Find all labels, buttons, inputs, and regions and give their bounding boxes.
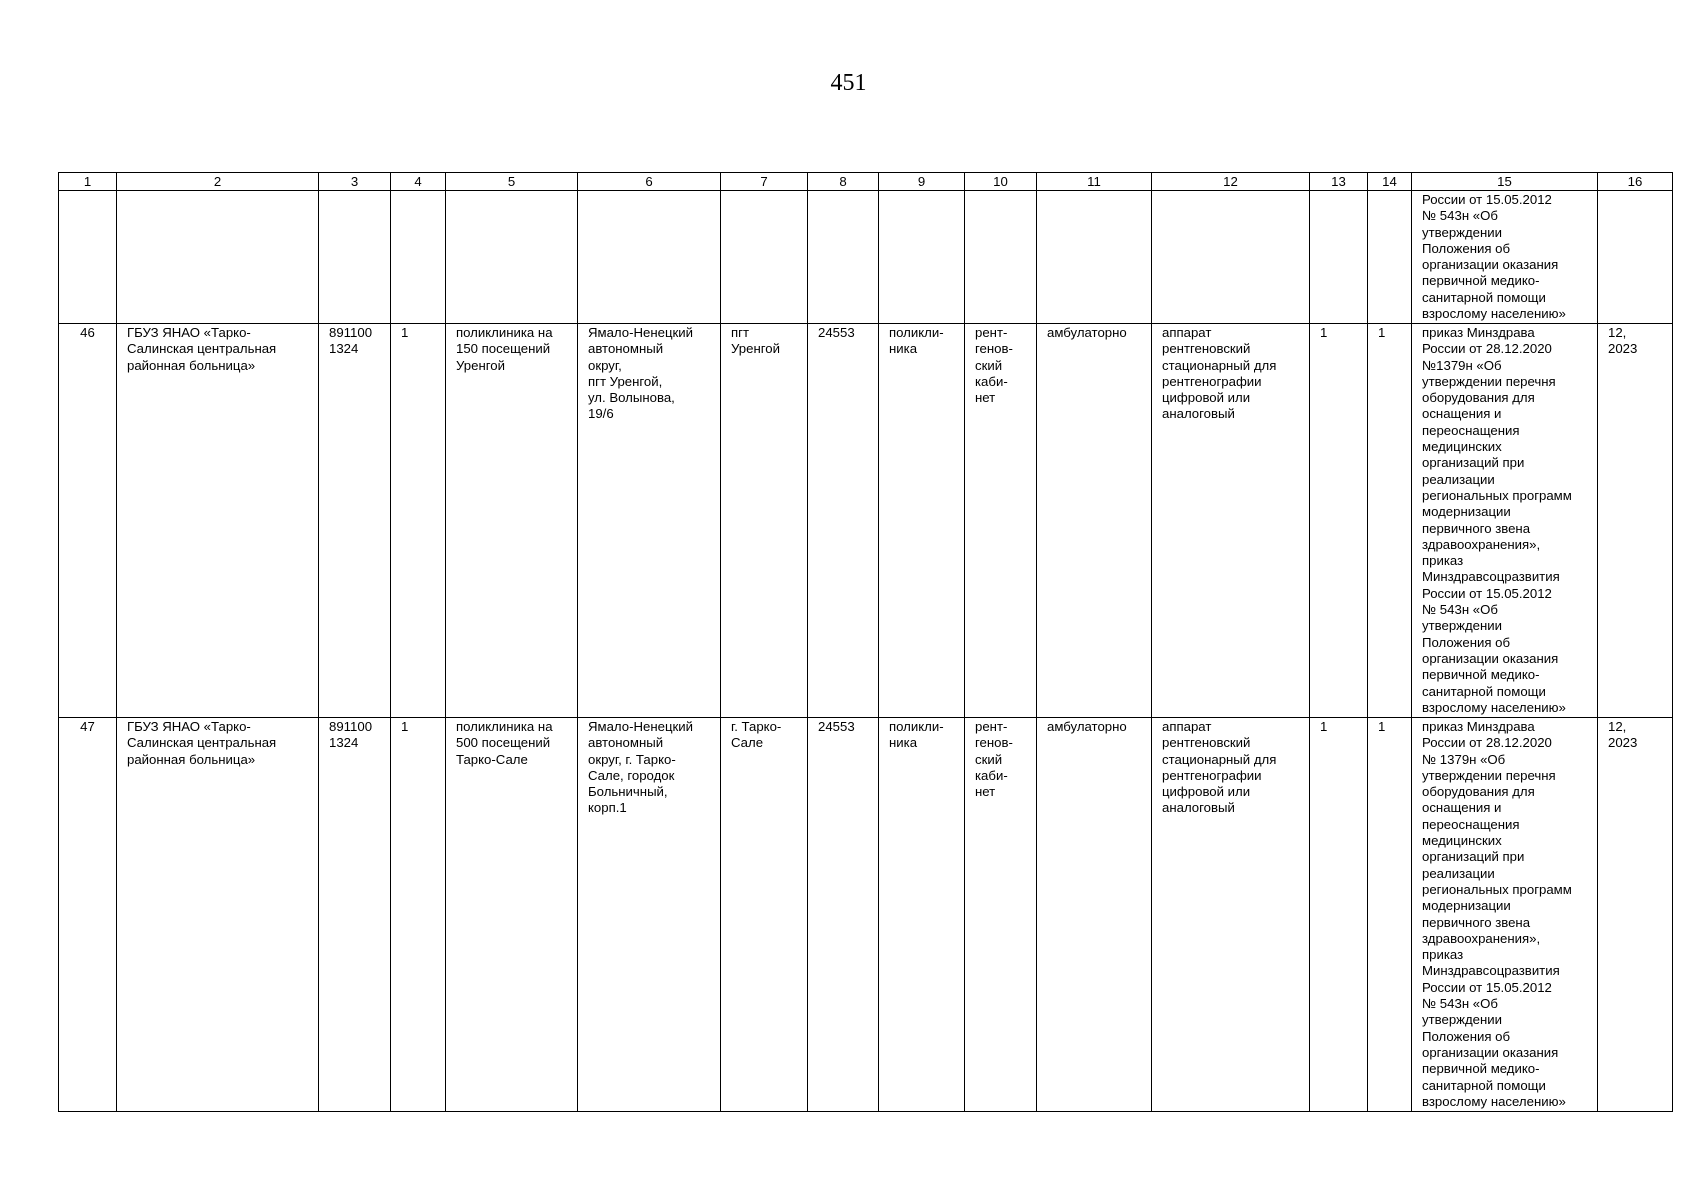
empty-cell xyxy=(446,191,578,324)
equipment-table xyxy=(58,172,1673,1112)
column-header: 5 xyxy=(446,173,578,191)
regulation-cell: приказ Минздрава России от 28.12.2020 №1379н «Об утверждении перечня оборудования для оснащения и переоснащения медицинских организаций при реализации региональных программ модернизации первичного звена здравоохранения», приказ Минздравсоцразвития России от 15.05.2012 № 543н «Об утверждении Положения об организации оказания первичной медико- санитарной помощи взрослому населению» xyxy=(1412,324,1598,718)
column-header: 1 xyxy=(59,173,117,191)
column-header: 15 xyxy=(1412,173,1598,191)
date-cell: 12, 2023 xyxy=(1598,324,1673,718)
quantity-cell: 1 xyxy=(1368,324,1412,718)
column-header: 4 xyxy=(391,173,446,191)
empty-cell xyxy=(965,191,1037,324)
date-cell: 12, 2023 xyxy=(1598,718,1673,1112)
count-cell: 1 xyxy=(391,324,446,718)
empty-cell xyxy=(391,191,446,324)
room-cell: рент- генов- ский каби- нет xyxy=(965,324,1037,718)
column-header: 11 xyxy=(1037,173,1152,191)
empty-cell xyxy=(1598,191,1673,324)
care-type-cell: амбулаторно xyxy=(1037,324,1152,718)
facility-cell: поликлиника на 500 посещений Тарко-Сале xyxy=(446,718,578,1112)
organization-cell: ГБУЗ ЯНАО «Тарко- Салинская центральная районная больница» xyxy=(117,718,319,1112)
equipment-cell: аппарат рентгеновский стационарный для рентгенографии цифровой или аналоговый xyxy=(1152,324,1310,718)
column-header: 10 xyxy=(965,173,1037,191)
facility-cell: поликлиника на 150 посещений Уренгой xyxy=(446,324,578,718)
empty-cell xyxy=(808,191,879,324)
locality-cell: г. Тарко- Сале xyxy=(721,718,808,1112)
quantity-cell: 1 xyxy=(1310,324,1368,718)
equipment-cell: аппарат рентгеновский стационарный для рентгенографии цифровой или аналоговый xyxy=(1152,718,1310,1112)
count-cell: 1 xyxy=(391,718,446,1112)
column-header: 2 xyxy=(117,173,319,191)
column-number-header xyxy=(59,173,1673,191)
empty-cell xyxy=(319,191,391,324)
empty-cell xyxy=(1310,191,1368,324)
column-header: 12 xyxy=(1152,173,1310,191)
column-header: 13 xyxy=(1310,173,1368,191)
locality-cell: пгт Уренгой xyxy=(721,324,808,718)
empty-cell xyxy=(59,191,117,324)
empty-cell xyxy=(721,191,808,324)
table-row xyxy=(59,718,1673,1112)
department-cell: поликли- ника xyxy=(879,718,965,1112)
column-header: 9 xyxy=(879,173,965,191)
quantity-cell: 1 xyxy=(1368,718,1412,1112)
column-header: 8 xyxy=(808,173,879,191)
code-cell: 891100 1324 xyxy=(319,324,391,718)
page-number: 451 xyxy=(830,70,867,96)
code-cell: 24553 xyxy=(808,324,879,718)
department-cell: поликли- ника xyxy=(879,324,965,718)
column-header: 7 xyxy=(721,173,808,191)
care-type-cell: амбулаторно xyxy=(1037,718,1152,1112)
address-cell: Ямало-Ненецкий автономный округ, пгт Уренгой, ул. Волынова, 19/6 xyxy=(578,324,721,718)
regulation-cell: России от 15.05.2012 № 543н «Об утверждении Положения об организации оказания первичной медико- санитарной помощи взрослому населению» xyxy=(1412,191,1598,324)
organization-cell: ГБУЗ ЯНАО «Тарко- Салинская центральная районная больница» xyxy=(117,324,319,718)
empty-cell xyxy=(1152,191,1310,324)
row-number: 47 xyxy=(59,718,117,1112)
regulation-cell: приказ Минздрава России от 28.12.2020 № 1379н «Об утверждении перечня оборудования для оснащения и переоснащения медицинских организаций при реализации региональных программ модернизации первичного звена здравоохранения», приказ Минздравсоцразвития России от 15.05.2012 № 543н «Об утверждении Положения об организации оказания первичной медико- санитарной помощи взрослому населению» xyxy=(1412,718,1598,1112)
continuation-row xyxy=(59,191,1673,324)
address-cell: Ямало-Ненецкий автономный округ, г. Тарко- Сале, городок Больничный, корп.1 xyxy=(578,718,721,1112)
empty-cell xyxy=(1037,191,1152,324)
column-header: 3 xyxy=(319,173,391,191)
empty-cell xyxy=(117,191,319,324)
empty-cell xyxy=(879,191,965,324)
code-cell: 24553 xyxy=(808,718,879,1112)
empty-cell xyxy=(578,191,721,324)
column-header: 6 xyxy=(578,173,721,191)
column-header: 14 xyxy=(1368,173,1412,191)
table-row xyxy=(59,324,1673,718)
empty-cell xyxy=(1368,191,1412,324)
code-cell: 891100 1324 xyxy=(319,718,391,1112)
quantity-cell: 1 xyxy=(1310,718,1368,1112)
room-cell: рент- генов- ский каби- нет xyxy=(965,718,1037,1112)
row-number: 46 xyxy=(59,324,117,718)
column-header: 16 xyxy=(1598,173,1673,191)
